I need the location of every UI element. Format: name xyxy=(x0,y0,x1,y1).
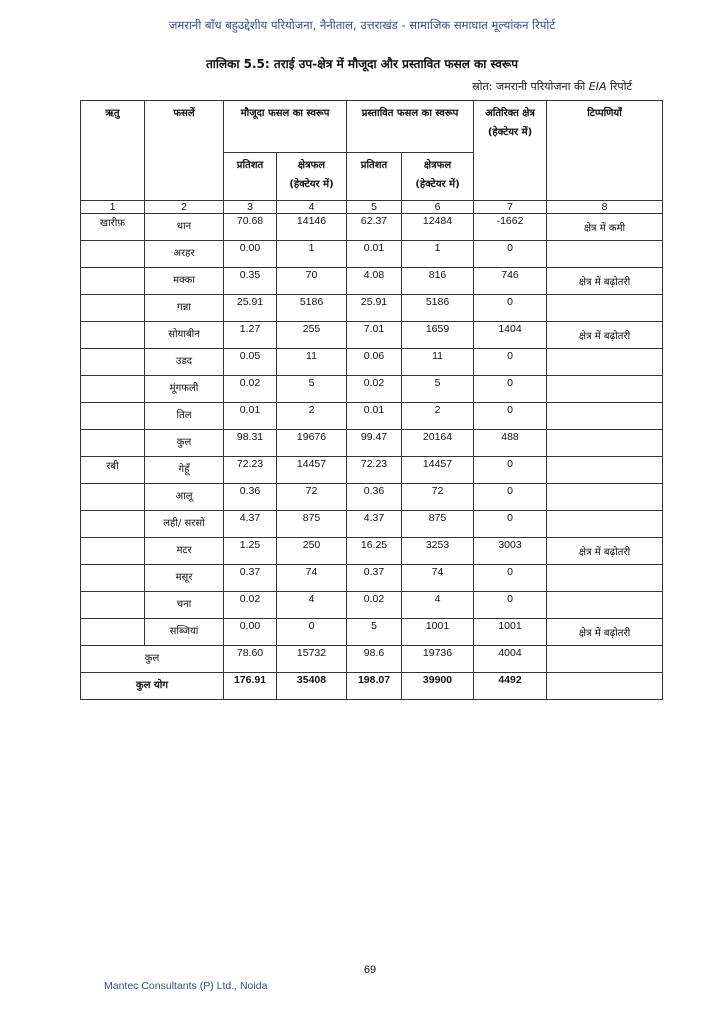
footer-company: Mantec Consultants (P) Ltd., Noida xyxy=(104,980,268,992)
table-row xyxy=(81,349,663,376)
page-number: 69 xyxy=(363,964,377,976)
header-existing-area-label: क्षेत्रफल xyxy=(297,160,326,171)
season-cell: खारीफ़ xyxy=(81,214,145,241)
column-number: 8 xyxy=(547,201,663,214)
proposed-area: 39900 xyxy=(402,673,474,700)
proposed-area: 2 xyxy=(402,403,474,430)
season-cell xyxy=(81,241,145,268)
header-existing-area-unit: (हेक्टेयर में) xyxy=(289,179,334,190)
column-number: 5 xyxy=(347,201,402,214)
crop-name: मसूर xyxy=(145,565,224,592)
header-proposed-percent: प्रतिशत xyxy=(347,153,402,201)
header-season: ऋतु xyxy=(81,101,145,201)
season-cell xyxy=(81,322,145,349)
season-cell xyxy=(81,565,145,592)
proposed-percent: 4.37 xyxy=(347,511,402,538)
proposed-area: 74 xyxy=(402,565,474,592)
proposed-area: 12484 xyxy=(402,214,474,241)
page-header: जमरानी बाँध बहुउद्देशीय परियोजना, नैनीताल, उत्तराखंड - सामाजिक समाघात मूल्यांकन रिपोर्ट xyxy=(168,18,556,32)
source-prefix: स्रोत: जमरानी परियोजना की xyxy=(472,80,589,93)
crop-name: आलू xyxy=(145,484,224,511)
crop-name: मक्का xyxy=(145,268,224,295)
existing-percent: 0.01 xyxy=(224,403,277,430)
remark xyxy=(547,376,663,403)
proposed-percent: 0.01 xyxy=(347,403,402,430)
remark xyxy=(547,484,663,511)
header-additional-label: अतिरिक्त क्षेत्र xyxy=(485,108,535,119)
table-row xyxy=(81,403,663,430)
existing-percent: 0.00 xyxy=(224,619,277,646)
additional-area: 0 xyxy=(474,241,547,268)
proposed-percent: 72.23 xyxy=(347,457,402,484)
crop-name: उडद xyxy=(145,349,224,376)
proposed-area: 4 xyxy=(402,592,474,619)
existing-percent: 98.31 xyxy=(224,430,277,457)
additional-area: 0 xyxy=(474,376,547,403)
crop-name: अरहर xyxy=(145,241,224,268)
season-cell xyxy=(81,538,145,565)
additional-area: 0 xyxy=(474,565,547,592)
existing-area: 14146 xyxy=(277,214,347,241)
season-cell xyxy=(81,403,145,430)
column-number-row xyxy=(81,201,663,214)
remark xyxy=(547,565,663,592)
remark: क्षेत्र में बढ़ोतरी xyxy=(547,322,663,349)
table-title: तालिका 5.5: तराई उप-क्षेत्र में मौजूदा और प्रस्तावित फसल का स्वरूप xyxy=(205,57,519,71)
remark xyxy=(547,673,663,700)
crop-name: कुल xyxy=(145,430,224,457)
proposed-area: 1001 xyxy=(402,619,474,646)
additional-area: 0 xyxy=(474,295,547,322)
proposed-percent: 0.36 xyxy=(347,484,402,511)
remark xyxy=(547,295,663,322)
proposed-percent: 4.08 xyxy=(347,268,402,295)
table-body xyxy=(81,101,663,700)
proposed-percent: 198.07 xyxy=(347,673,402,700)
crop-name: चना xyxy=(145,592,224,619)
additional-area: 0 xyxy=(474,349,547,376)
existing-area: 5186 xyxy=(277,295,347,322)
column-number: 6 xyxy=(402,201,474,214)
table-row xyxy=(81,619,663,646)
header-proposed-area-label: क्षेत्रफल xyxy=(423,160,452,171)
existing-percent: 78.60 xyxy=(224,646,277,673)
remark xyxy=(547,646,663,673)
proposed-area: 5186 xyxy=(402,295,474,322)
additional-area: 1001 xyxy=(474,619,547,646)
proposed-percent: 7.01 xyxy=(347,322,402,349)
remark: क्षेत्र में बढ़ोतरी xyxy=(547,538,663,565)
remark xyxy=(547,430,663,457)
existing-area: 70 xyxy=(277,268,347,295)
proposed-percent: 99.47 xyxy=(347,430,402,457)
additional-area: 0 xyxy=(474,403,547,430)
column-number: 2 xyxy=(145,201,224,214)
crop-name: गेहूँ xyxy=(145,457,224,484)
additional-area: 0 xyxy=(474,484,547,511)
existing-area: 11 xyxy=(277,349,347,376)
remark: क्षेत्र में बढ़ोतरी xyxy=(547,268,663,295)
existing-percent: 72.23 xyxy=(224,457,277,484)
season-cell xyxy=(81,511,145,538)
proposed-percent: 5 xyxy=(347,619,402,646)
additional-area: 3003 xyxy=(474,538,547,565)
remark: क्षेत्र में कमी xyxy=(547,214,663,241)
table-row xyxy=(81,322,663,349)
existing-area: 4 xyxy=(277,592,347,619)
header-existing-percent: प्रतिशत xyxy=(224,153,277,201)
crop-name: धान xyxy=(145,214,224,241)
season-cell xyxy=(81,349,145,376)
total-label: कुल xyxy=(81,646,224,673)
table-row xyxy=(81,295,663,322)
existing-area: 74 xyxy=(277,565,347,592)
existing-percent: 176.91 xyxy=(224,673,277,700)
proposed-percent: 0.01 xyxy=(347,241,402,268)
additional-area: -1662 xyxy=(474,214,547,241)
crop-name: मूंगफली xyxy=(145,376,224,403)
proposed-area: 20164 xyxy=(402,430,474,457)
column-number: 7 xyxy=(474,201,547,214)
remark xyxy=(547,457,663,484)
header-proposed-area-unit: (हेक्टेयर में) xyxy=(415,179,460,190)
header-additional-unit: (हेक्टेयर में) xyxy=(487,127,533,138)
column-number: 4 xyxy=(277,201,347,214)
season-cell xyxy=(81,592,145,619)
source-suffix: रिपोर्ट xyxy=(606,80,632,93)
existing-percent: 1.25 xyxy=(224,538,277,565)
header-existing-area xyxy=(277,153,347,201)
header-crop: फसलें xyxy=(145,101,224,201)
table-row xyxy=(81,241,663,268)
table-row xyxy=(81,457,663,484)
proposed-area: 19736 xyxy=(402,646,474,673)
remark: क्षेत्र में बढ़ोतरी xyxy=(547,619,663,646)
remark xyxy=(547,241,663,268)
existing-percent: 0.05 xyxy=(224,349,277,376)
source-eia: EIA xyxy=(588,80,607,93)
crop-name: गन्ना xyxy=(145,295,224,322)
proposed-area: 816 xyxy=(402,268,474,295)
existing-area: 19676 xyxy=(277,430,347,457)
proposed-area: 5 xyxy=(402,376,474,403)
proposed-percent: 0.02 xyxy=(347,376,402,403)
additional-area: 488 xyxy=(474,430,547,457)
column-number: 3 xyxy=(224,201,277,214)
table-row xyxy=(81,538,663,565)
header-existing: मौजूदा फसल का स्वरूप xyxy=(224,101,347,153)
additional-area: 4492 xyxy=(474,673,547,700)
proposed-percent: 0.02 xyxy=(347,592,402,619)
total-label: कुल योग xyxy=(81,673,224,700)
season-cell xyxy=(81,484,145,511)
proposed-area: 1 xyxy=(402,241,474,268)
existing-area: 875 xyxy=(277,511,347,538)
existing-area: 5 xyxy=(277,376,347,403)
proposed-percent: 62.37 xyxy=(347,214,402,241)
header-row xyxy=(81,101,663,153)
table-row xyxy=(81,511,663,538)
proposed-area: 1659 xyxy=(402,322,474,349)
additional-area: 0 xyxy=(474,511,547,538)
existing-area: 15732 xyxy=(277,646,347,673)
proposed-area: 875 xyxy=(402,511,474,538)
table-row xyxy=(81,565,663,592)
existing-percent: 0.02 xyxy=(224,376,277,403)
header-proposed: प्रस्तावित फसल का स्वरूप xyxy=(347,101,474,153)
existing-area: 250 xyxy=(277,538,347,565)
table-row xyxy=(81,376,663,403)
proposed-area: 72 xyxy=(402,484,474,511)
table-row xyxy=(81,592,663,619)
existing-percent: 70.68 xyxy=(224,214,277,241)
additional-area: 0 xyxy=(474,457,547,484)
crop-name: सोयाबीन xyxy=(145,322,224,349)
existing-percent: 0.37 xyxy=(224,565,277,592)
crop-name: लही/ सरसों xyxy=(145,511,224,538)
additional-area: 4004 xyxy=(474,646,547,673)
header-remarks: टिप्पणियाँ xyxy=(547,101,663,201)
existing-area: 2 xyxy=(277,403,347,430)
season-cell xyxy=(81,376,145,403)
remark xyxy=(547,592,663,619)
table-row xyxy=(81,484,663,511)
additional-area: 0 xyxy=(474,592,547,619)
existing-percent: 0.02 xyxy=(224,592,277,619)
existing-percent: 0.00 xyxy=(224,241,277,268)
existing-area: 255 xyxy=(277,322,347,349)
grand-total-row xyxy=(81,673,663,700)
rabi-total-row xyxy=(81,646,663,673)
remark xyxy=(547,403,663,430)
existing-area: 1 xyxy=(277,241,347,268)
existing-area: 35408 xyxy=(277,673,347,700)
table-row xyxy=(81,268,663,295)
existing-percent: 0.36 xyxy=(224,484,277,511)
proposed-percent: 16.25 xyxy=(347,538,402,565)
existing-area: 72 xyxy=(277,484,347,511)
column-number: 1 xyxy=(81,201,145,214)
proposed-area: 14457 xyxy=(402,457,474,484)
season-cell xyxy=(81,295,145,322)
crop-name: तिल xyxy=(145,403,224,430)
additional-area: 746 xyxy=(474,268,547,295)
additional-area: 1404 xyxy=(474,322,547,349)
proposed-area: 3253 xyxy=(402,538,474,565)
proposed-percent: 0.06 xyxy=(347,349,402,376)
existing-percent: 25.91 xyxy=(224,295,277,322)
crop-pattern-table xyxy=(80,100,663,700)
crop-name: सब्जियां xyxy=(145,619,224,646)
season-cell xyxy=(81,619,145,646)
proposed-percent: 25.91 xyxy=(347,295,402,322)
remark xyxy=(547,349,663,376)
proposed-area: 11 xyxy=(402,349,474,376)
table-row xyxy=(81,430,663,457)
table-row xyxy=(81,214,663,241)
existing-area: 14457 xyxy=(277,457,347,484)
season-cell xyxy=(81,430,145,457)
header-additional xyxy=(474,101,547,201)
header-proposed-area xyxy=(402,153,474,201)
existing-percent: 4.37 xyxy=(224,511,277,538)
existing-percent: 1.27 xyxy=(224,322,277,349)
existing-area: 0 xyxy=(277,619,347,646)
season-cell: रबी xyxy=(81,457,145,484)
crop-name: मटर xyxy=(145,538,224,565)
remark xyxy=(547,511,663,538)
proposed-percent: 98.6 xyxy=(347,646,402,673)
source-note xyxy=(472,79,632,94)
proposed-percent: 0.37 xyxy=(347,565,402,592)
existing-percent: 0.35 xyxy=(224,268,277,295)
season-cell xyxy=(81,268,145,295)
